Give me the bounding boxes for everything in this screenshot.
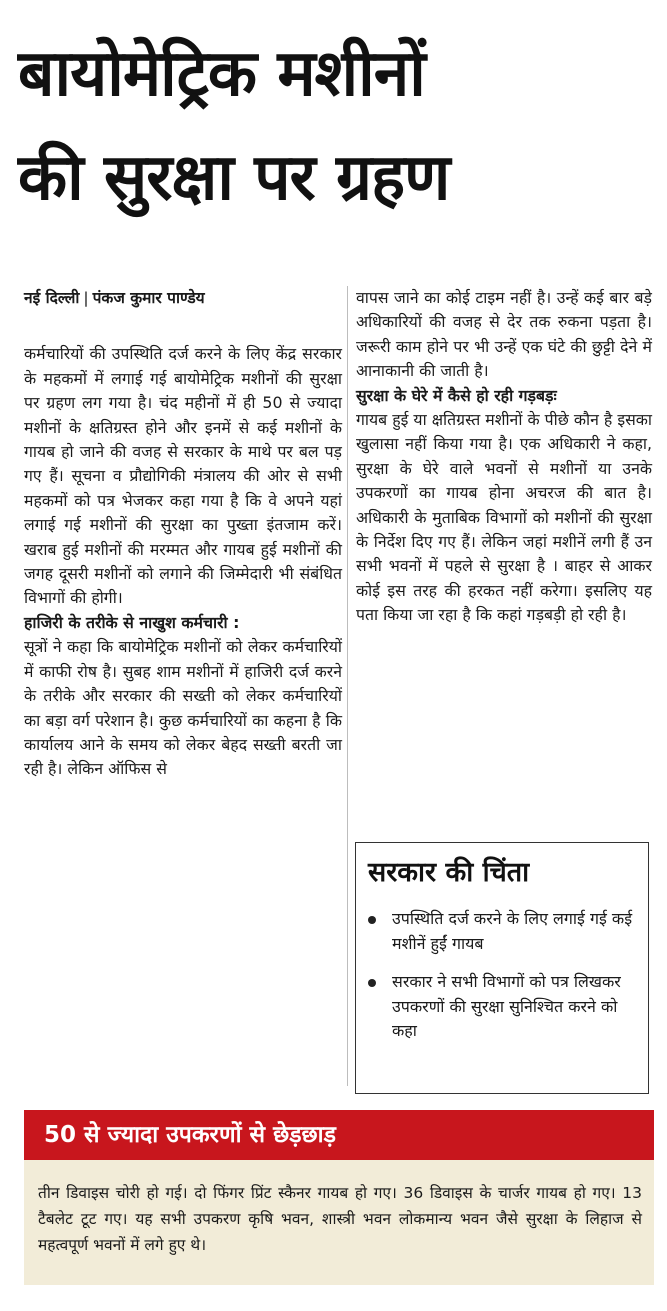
article-subheading: सुरक्षा के घेरे में कैसे हो रही गड़बड़ः	[356, 385, 557, 405]
list-item	[368, 907, 638, 956]
sidebar-box-title: सरकार की चिंता	[368, 857, 530, 888]
banner-title: 50 से ज्यादा उपकरणों से छेड़छाड़	[24, 1110, 654, 1160]
byline-place: नई दिल्ली	[24, 289, 80, 307]
list-item	[368, 970, 638, 1044]
headline	[18, 22, 658, 230]
banner-body: तीन डिवाइस चोरी हो गई। दो फिंगर प्रिंट स्कैनर गायब हो गए। 36 डिवाइस के चार्जर गायब हो गए। 13 टैबलेट टूट गए। यह सभी उपकरण कृषि भवन, शास्त्री भवन लोकमान्य भवन जैसे सुरक्षा के लिहाज से महत्वपूर्ण भवनों में लगे हुए थे।	[24, 1160, 654, 1285]
sidebar-box	[355, 842, 649, 1094]
article-paragraph: सूत्रों ने कहा कि बायोमेट्रिक मशीनों को लेकर कर्मचारियों में काफी रोष है। सुबह शाम मशीनों में हाजिरी दर्ज करने के तरीके और सरकार की सख्ती को लेकर कर्मचारियों का बड़ा वर्ग परेशान है। कुछ कर्मचारियों का कहना है कि कार्यालय आने के समय को लेकर बेहद सख्ती बरती जा रही है। लेकिन ऑफिस से	[24, 637, 342, 779]
right-column	[356, 286, 652, 628]
article-paragraph: वापस जाने का कोई टाइम नहीं है। उन्हें कई बार बड़े अधिकारियों की वजह से देर तक रुकना पड़ता है। जरूरी काम होने पर भी उन्हें एक घंटे की छुट्टी देने में आनाकानी की जाती है।	[356, 288, 652, 381]
headline-line-2: की सुरक्षा पर ग्रहण	[18, 141, 450, 215]
article-subheading: हाजिरी के तरीके से नाखुश कर्मचारी :	[24, 612, 240, 632]
sidebar-box-list	[356, 907, 648, 1044]
left-column	[24, 286, 342, 782]
list-item-text: उपस्थिति दर्ज करने के लिए लगाई गई कई मशीनें हुईं गायब	[392, 909, 633, 953]
list-item-text: सरकार ने सभी विभागों को पत्र लिखकर उपकरणों की सुरक्षा सुनिश्चित करने को कहा	[392, 972, 621, 1040]
article-paragraph: गायब हुई या क्षतिग्रस्त मशीनों के पीछे कौन है इसका खुलासा नहीं किया गया है। एक अधिकारी ने कहा, सुरक्षा के घेरे वाले भवनों से मशीनों या उनके उपकरणों का गायब होना अचरज की बात है। अधिकारी के मुताबिक विभागों को मशीनों की सुरक्षा के निर्देश दिए गए हैं। लेकिन जहां मशीनें लगी हैं उन सभी भवनों में पहले से सुरक्षा है । बाहर से आकर कोई इस तरह की हरकत नहीं करेगा। इसलिए यह पता किया जा रहा है कि कहां गड़बड़ी हो रही है।	[356, 410, 652, 625]
byline-author: पंकज कुमार पाण्डेय	[92, 289, 205, 307]
headline-line-1: बायोमेट्रिक मशीनों	[18, 37, 425, 111]
article-paragraph: कर्मचारियों की उपस्थिति दर्ज करने के लिए केंद्र सरकार के महकमों में लगाई गई बायोमेट्रिक मशीनों की सुरक्षा पर ग्रहण लग गया है। चंद महीनों में ही 50 से ज्यादा मशीनों के क्षतिग्रस्त होने और इनमें से कई मशीनों के गायब हो जाने की वजह से सरकार के माथे पर बल पड़ गए हैं। सूचना व प्रौद्योगिकी मंत्रालय की ओर से सभी महकमों को पत्र भेजकर कहा गया है कि वे अपने यहां लगाई गई मशीनों की सुरक्षा का पुख्ता इंतजाम करें। खराब हुई मशीनों की मरम्मत और गायब हुई मशीनों की जगह दूसरी मशीनों को लगाने की जिम्मेदारी भी संबंधित विभागों की होगी।	[24, 344, 342, 608]
byline-separator: |	[83, 289, 89, 307]
column-divider	[347, 286, 348, 1086]
bullet-icon	[368, 916, 376, 924]
byline	[24, 286, 342, 310]
bullet-icon	[368, 979, 376, 987]
